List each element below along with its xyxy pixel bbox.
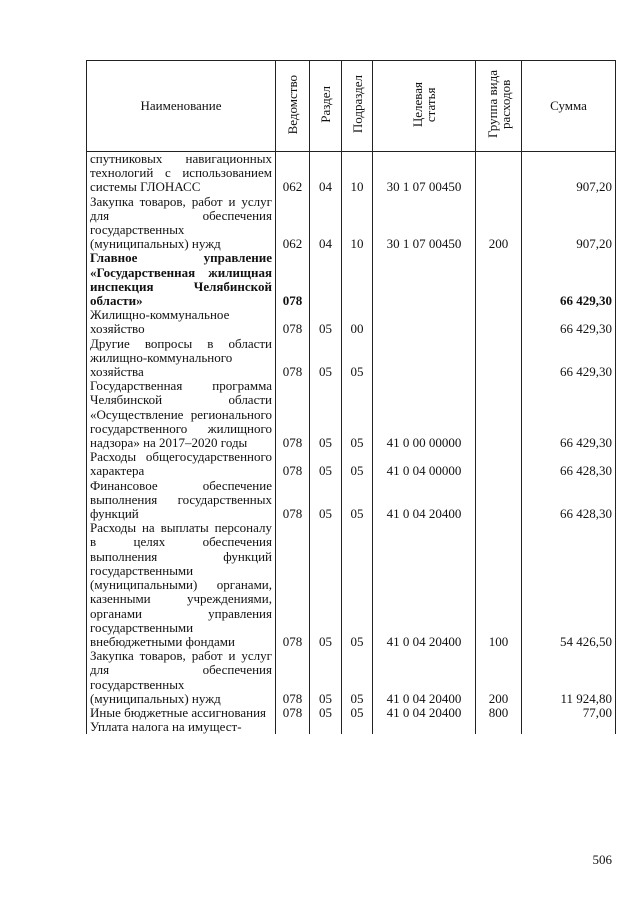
cell-dept: 078 bbox=[276, 308, 310, 336]
cell-expense-group bbox=[476, 450, 522, 478]
cell-dept: 078 bbox=[276, 706, 310, 720]
cell-expense-group: 200 bbox=[476, 649, 522, 706]
table-body bbox=[87, 152, 616, 735]
cell-expense-group bbox=[476, 251, 522, 308]
cell-subsection: 05 bbox=[342, 479, 373, 522]
cell-section: 05 bbox=[310, 649, 342, 706]
cell-target: 41 0 04 00000 bbox=[373, 450, 476, 478]
cell-subsection: 05 bbox=[342, 521, 373, 649]
cell-dept: 078 bbox=[276, 251, 310, 308]
table-header-row bbox=[87, 61, 616, 152]
cell-name: Уплата налога на имущест- bbox=[87, 720, 276, 734]
cell-section: 04 bbox=[310, 152, 342, 195]
cell-subsection: 00 bbox=[342, 308, 373, 336]
table-row bbox=[87, 251, 616, 308]
table-row bbox=[87, 450, 616, 478]
cell-target: 41 0 04 20400 bbox=[373, 479, 476, 522]
cell-section bbox=[310, 251, 342, 308]
cell-name: Расходы общегосударственного характера bbox=[87, 450, 276, 478]
cell-section: 05 bbox=[310, 479, 342, 522]
table-row bbox=[87, 152, 616, 195]
cell-subsection: 05 bbox=[342, 337, 373, 380]
table-row bbox=[87, 337, 616, 380]
cell-sum: 11 924,80 bbox=[522, 649, 616, 706]
header-dept: Ведомство bbox=[276, 61, 310, 152]
cell-dept: 078 bbox=[276, 379, 310, 450]
cell-sum: 66 428,30 bbox=[522, 479, 616, 522]
cell-dept: 078 bbox=[276, 450, 310, 478]
cell-target bbox=[373, 251, 476, 308]
budget-table bbox=[86, 60, 616, 734]
cell-target: 30 1 07 00450 bbox=[373, 195, 476, 252]
table-row bbox=[87, 308, 616, 336]
cell-sum: 907,20 bbox=[522, 152, 616, 195]
page-number: 506 bbox=[592, 852, 612, 867]
cell-target: 41 0 00 00000 bbox=[373, 379, 476, 450]
cell-target bbox=[373, 720, 476, 734]
cell-subsection bbox=[342, 251, 373, 308]
header-name: Наименование bbox=[87, 61, 276, 152]
cell-name: Расходы на выплаты персоналу в целях обеспечения выполнения функций государственными (муниципальными) органами, казенными учреждениями, органами управления государственными внебюджетными фондами bbox=[87, 521, 276, 649]
cell-section: 05 bbox=[310, 521, 342, 649]
cell-subsection: 05 bbox=[342, 450, 373, 478]
cell-sum: 907,20 bbox=[522, 195, 616, 252]
cell-sum: 66 429,30 bbox=[522, 308, 616, 336]
cell-expense-group: 100 bbox=[476, 521, 522, 649]
cell-subsection: 10 bbox=[342, 195, 373, 252]
header-target: Целевая статья bbox=[373, 61, 476, 152]
cell-section: 05 bbox=[310, 379, 342, 450]
cell-expense-group bbox=[476, 337, 522, 380]
cell-subsection: 10 bbox=[342, 152, 373, 195]
cell-target: 41 0 04 20400 bbox=[373, 521, 476, 649]
cell-name: Государственная программа Челябинской области «Осуществление регионального государственного жилищного надзора» на 2017–2020 годы bbox=[87, 379, 276, 450]
cell-name: Закупка товаров, работ и услуг для обеспечения государственных (муниципальных) нужд bbox=[87, 649, 276, 706]
cell-sum: 66 428,30 bbox=[522, 450, 616, 478]
cell-sum: 77,00 bbox=[522, 706, 616, 720]
cell-expense-group bbox=[476, 479, 522, 522]
cell-subsection: 05 bbox=[342, 379, 373, 450]
table-row bbox=[87, 649, 616, 706]
cell-target bbox=[373, 337, 476, 380]
cell-section: 05 bbox=[310, 706, 342, 720]
cell-dept: 078 bbox=[276, 649, 310, 706]
table-row bbox=[87, 195, 616, 252]
cell-target bbox=[373, 308, 476, 336]
table-row bbox=[87, 479, 616, 522]
cell-name: Закупка товаров, работ и услуг для обеспечения государственных (муниципальных) нужд bbox=[87, 195, 276, 252]
table-row bbox=[87, 521, 616, 649]
cell-dept: 078 bbox=[276, 521, 310, 649]
cell-expense-group bbox=[476, 308, 522, 336]
cell-sum bbox=[522, 720, 616, 734]
cell-sum: 66 429,30 bbox=[522, 251, 616, 308]
cell-name: спутниковых навигационных технологий с использованием системы ГЛОНАСС bbox=[87, 152, 276, 195]
cell-subsection: 05 bbox=[342, 706, 373, 720]
cell-subsection bbox=[342, 720, 373, 734]
header-expense-group: Группа вида расходов bbox=[476, 61, 522, 152]
cell-subsection: 05 bbox=[342, 649, 373, 706]
cell-sum: 66 429,30 bbox=[522, 337, 616, 380]
cell-name: Финансовое обеспечение выполнения государственных функций bbox=[87, 479, 276, 522]
cell-dept: 078 bbox=[276, 479, 310, 522]
cell-expense-group bbox=[476, 152, 522, 195]
cell-section: 05 bbox=[310, 450, 342, 478]
cell-target: 41 0 04 20400 bbox=[373, 706, 476, 720]
table-row bbox=[87, 720, 616, 734]
cell-sum: 54 426,50 bbox=[522, 521, 616, 649]
header-subsection: Подраздел bbox=[342, 61, 373, 152]
cell-target: 41 0 04 20400 bbox=[373, 649, 476, 706]
cell-section: 04 bbox=[310, 195, 342, 252]
cell-dept bbox=[276, 720, 310, 734]
cell-name: Жилищно-коммунальное хозяйство bbox=[87, 308, 276, 336]
cell-name: Главное управление «Государственная жилищная инспекция Челябинской области» bbox=[87, 251, 276, 308]
cell-name: Иные бюджетные ассигнования bbox=[87, 706, 276, 720]
cell-dept: 062 bbox=[276, 195, 310, 252]
table-row bbox=[87, 379, 616, 450]
header-sum: Сумма bbox=[522, 61, 616, 152]
cell-target: 30 1 07 00450 bbox=[373, 152, 476, 195]
cell-expense-group bbox=[476, 720, 522, 734]
cell-dept: 078 bbox=[276, 337, 310, 380]
table-row bbox=[87, 706, 616, 720]
cell-expense-group: 200 bbox=[476, 195, 522, 252]
cell-section bbox=[310, 720, 342, 734]
cell-section: 05 bbox=[310, 337, 342, 380]
cell-dept: 062 bbox=[276, 152, 310, 195]
cell-expense-group: 800 bbox=[476, 706, 522, 720]
cell-expense-group bbox=[476, 379, 522, 450]
cell-sum: 66 429,30 bbox=[522, 379, 616, 450]
cell-section: 05 bbox=[310, 308, 342, 336]
header-section: Раздел bbox=[310, 61, 342, 152]
cell-name: Другие вопросы в области жилищно-коммунального хозяйства bbox=[87, 337, 276, 380]
